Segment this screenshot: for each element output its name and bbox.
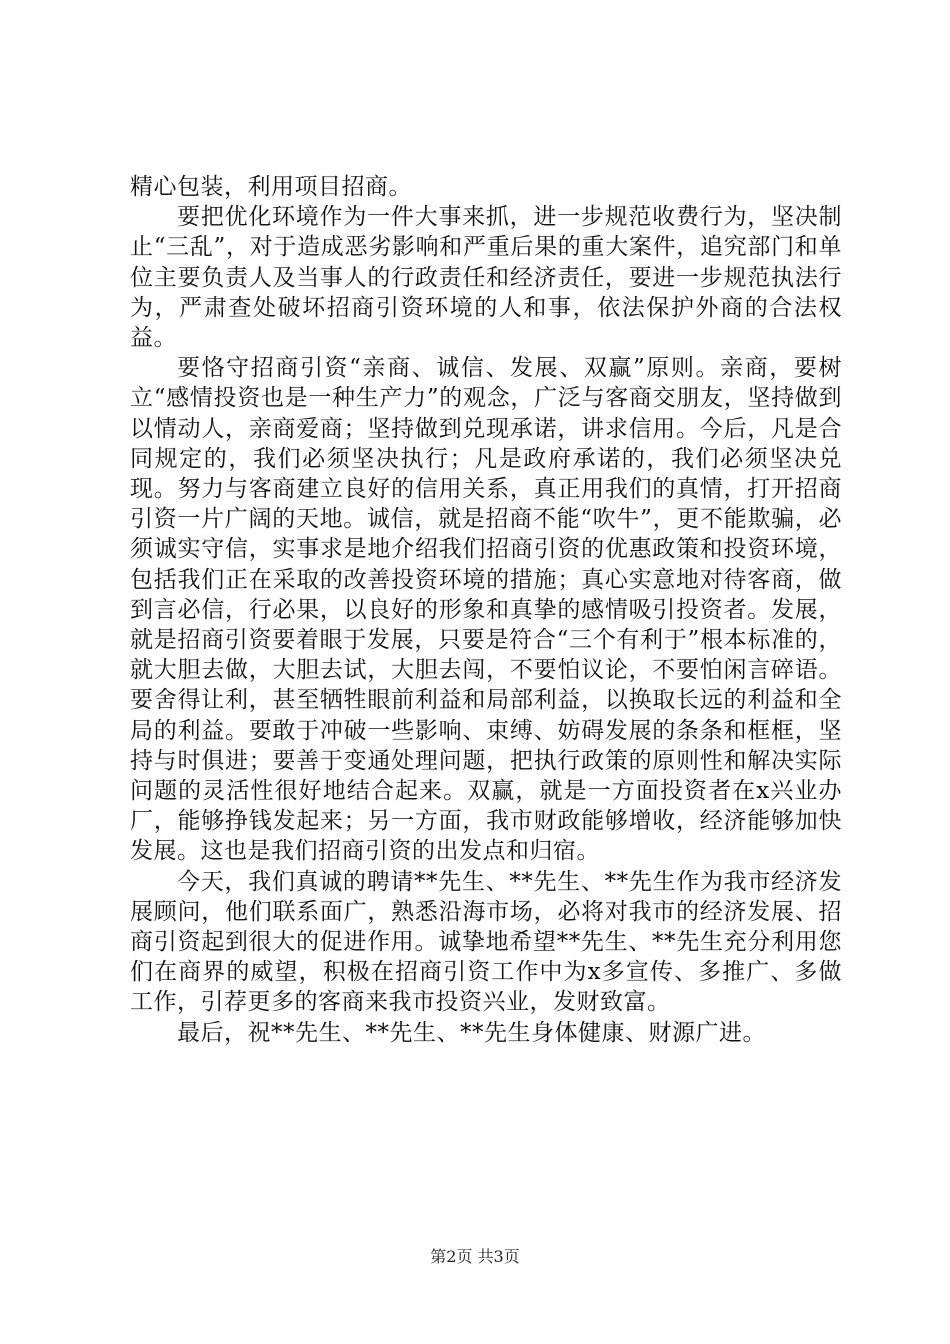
paragraph-5: 最后，祝**先生、**先生、**先生身体健康、财源广进。 xyxy=(177,1019,766,1046)
paragraph-4: 今天，我们真诚的聘请**先生、**先生、**先生作为我市经济发展顾问，他们联系面广，熟悉沿海市场，必将对我市的经济发展、招商引资起到很大的促进作用。诚挚地希望**先生、**先生充分利用您们在商界的威望，积极在招商引资工作中为x多宣传、多推广、多做工作，引荐更多的客商来我市投资兴业，发财致富。 xyxy=(130,868,842,1016)
page-number-footer: 第2页 共3页 xyxy=(430,1247,520,1266)
paragraph-3: 要恪守招商引资“亲商、诚信、发展、双赢”原则。亲商，要树立“感情投资也是一种生产力”的观念，广泛与客商交朋友，坚持做到以情动人，亲商爱商；坚持做到兑现承诺，讲求信用。今后，凡是合同规定的，我们必须坚决执行；凡是政府承诺的，我们必须坚决兑现。努力与客商建立良好的信用关系，真正用我们的真情，打开招商引资一片广阔的天地。诚信，就是招商不能“吹牛”，更不能欺骗，必须诚实守信，实事求是地介绍我们招商引资的优惠政策和投资环境，包括我们正在采取的改善投资环境的措施；真心实意地对待客商，做到言必信，行必果，以良好的形象和真挚的感情吸引投资者。发展，就是招商引资要着眼于发展，只要是符合“三个有利于”根本标准的，就大胆去做，大胆去试，大胆去闯，不要怕议论，不要怕闲言碎语。要舍得让利，甚至牺牲眼前利益和局部利益，以换取长远的利益和全局的利益。要敢于冲破一些影响、束缚、妨碍发展的条条和框框，坚持与时俱进；要善于变通处理问题，把执行政策的原则性和解决实际问题的灵活性很好地结合起来。双赢，就是一方面投资者在x兴业办厂，能够挣钱发起来；另一方面，我市财政能够增收，经济能够加快发展。这也是我们招商引资的出发点和归宿。 xyxy=(130,355,842,865)
paragraph-2: 要把优化环境作为一件大事来抓，进一步规范收费行为，坚决制止“三乱”，对于造成恶劣影响和严重后果的重大案件，追究部门和单位主要负责人及当事人的行政责任和经济责任，要进一步规范执法行为，严肃查处破坏招商引资环境的人和事，依法保护外商的合法权益。 xyxy=(130,204,842,352)
paragraph-1: 精心包装，利用项目招商。 xyxy=(130,174,412,200)
document-body xyxy=(130,172,842,1048)
